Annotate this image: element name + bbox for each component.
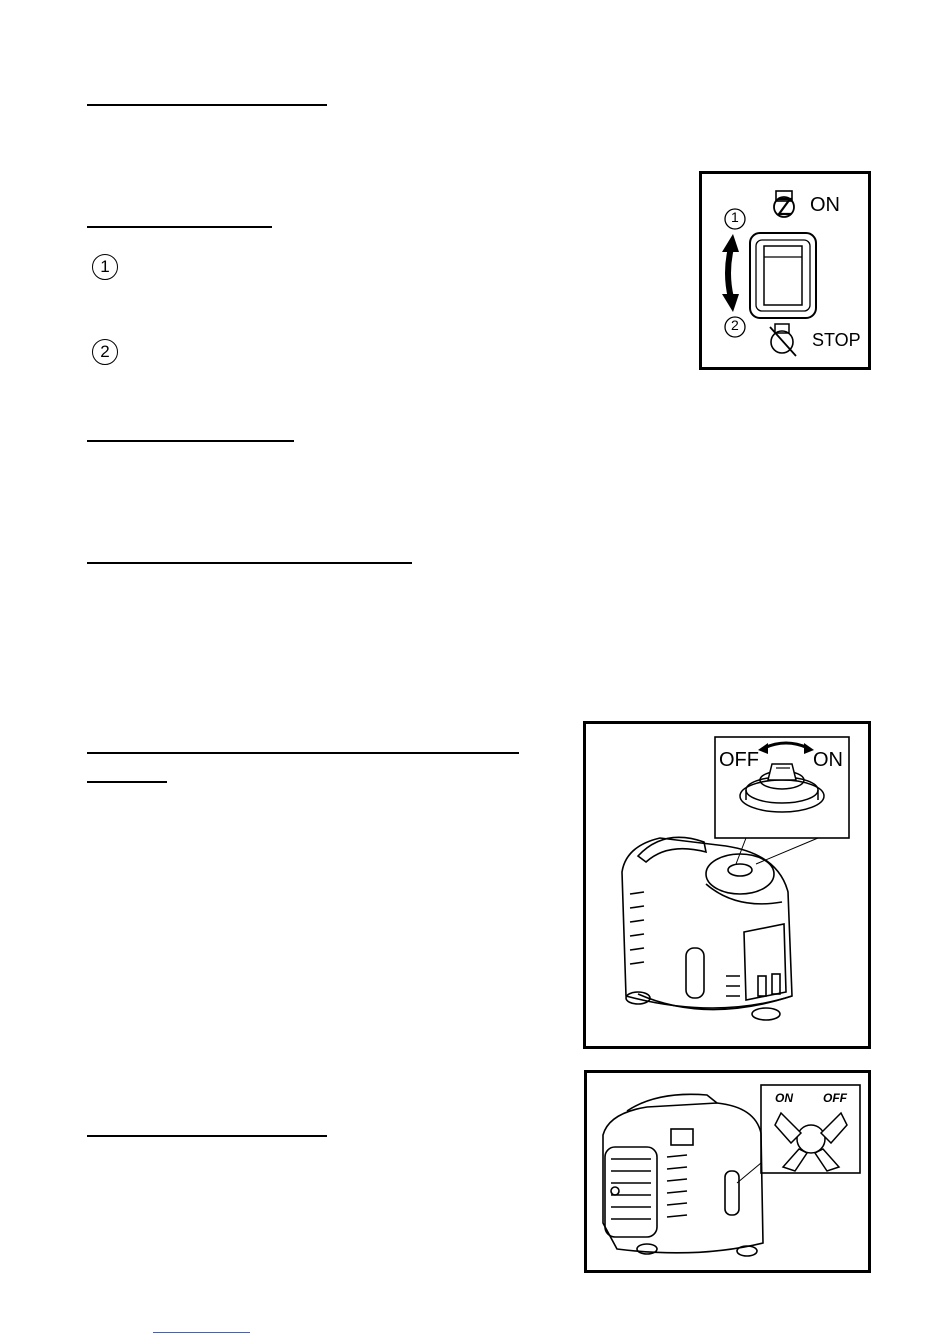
section-heading-rule-5b (87, 781, 167, 783)
step-1-label: 1 (731, 209, 739, 225)
engine-run-icon (774, 191, 794, 217)
engine-stop-icon (770, 324, 796, 356)
generator-illustration (622, 837, 792, 1020)
section-heading-rule-1 (87, 104, 327, 106)
engine-switch-figure (699, 171, 871, 370)
choke-lever-figure (584, 1070, 871, 1273)
double-arrow-icon (722, 234, 739, 312)
section-heading-rule-6 (87, 1135, 327, 1137)
choke-on-label: ON (775, 1091, 793, 1105)
fuel-cap-on-label: ON (813, 749, 843, 771)
step-2-label: 2 (731, 317, 739, 333)
section-heading-rule-3 (87, 440, 294, 442)
choke-off-label: OFF (823, 1091, 847, 1105)
bullet-number-2: 2 (92, 339, 118, 365)
rocker-switch-icon (750, 233, 816, 318)
switch-on-label: ON (810, 194, 840, 216)
generator-illustration (603, 1094, 763, 1256)
bullet-number-1: 1 (92, 254, 118, 280)
section-heading-rule-2 (87, 226, 272, 228)
page-link-underline[interactable] (153, 1332, 250, 1333)
switch-stop-label: STOP (812, 330, 861, 350)
fuel-cap-off-label: OFF (719, 749, 759, 771)
section-heading-rule-5a (87, 752, 519, 754)
section-heading-rule-4 (87, 562, 412, 564)
fuel-cap-vent-figure (583, 721, 871, 1049)
